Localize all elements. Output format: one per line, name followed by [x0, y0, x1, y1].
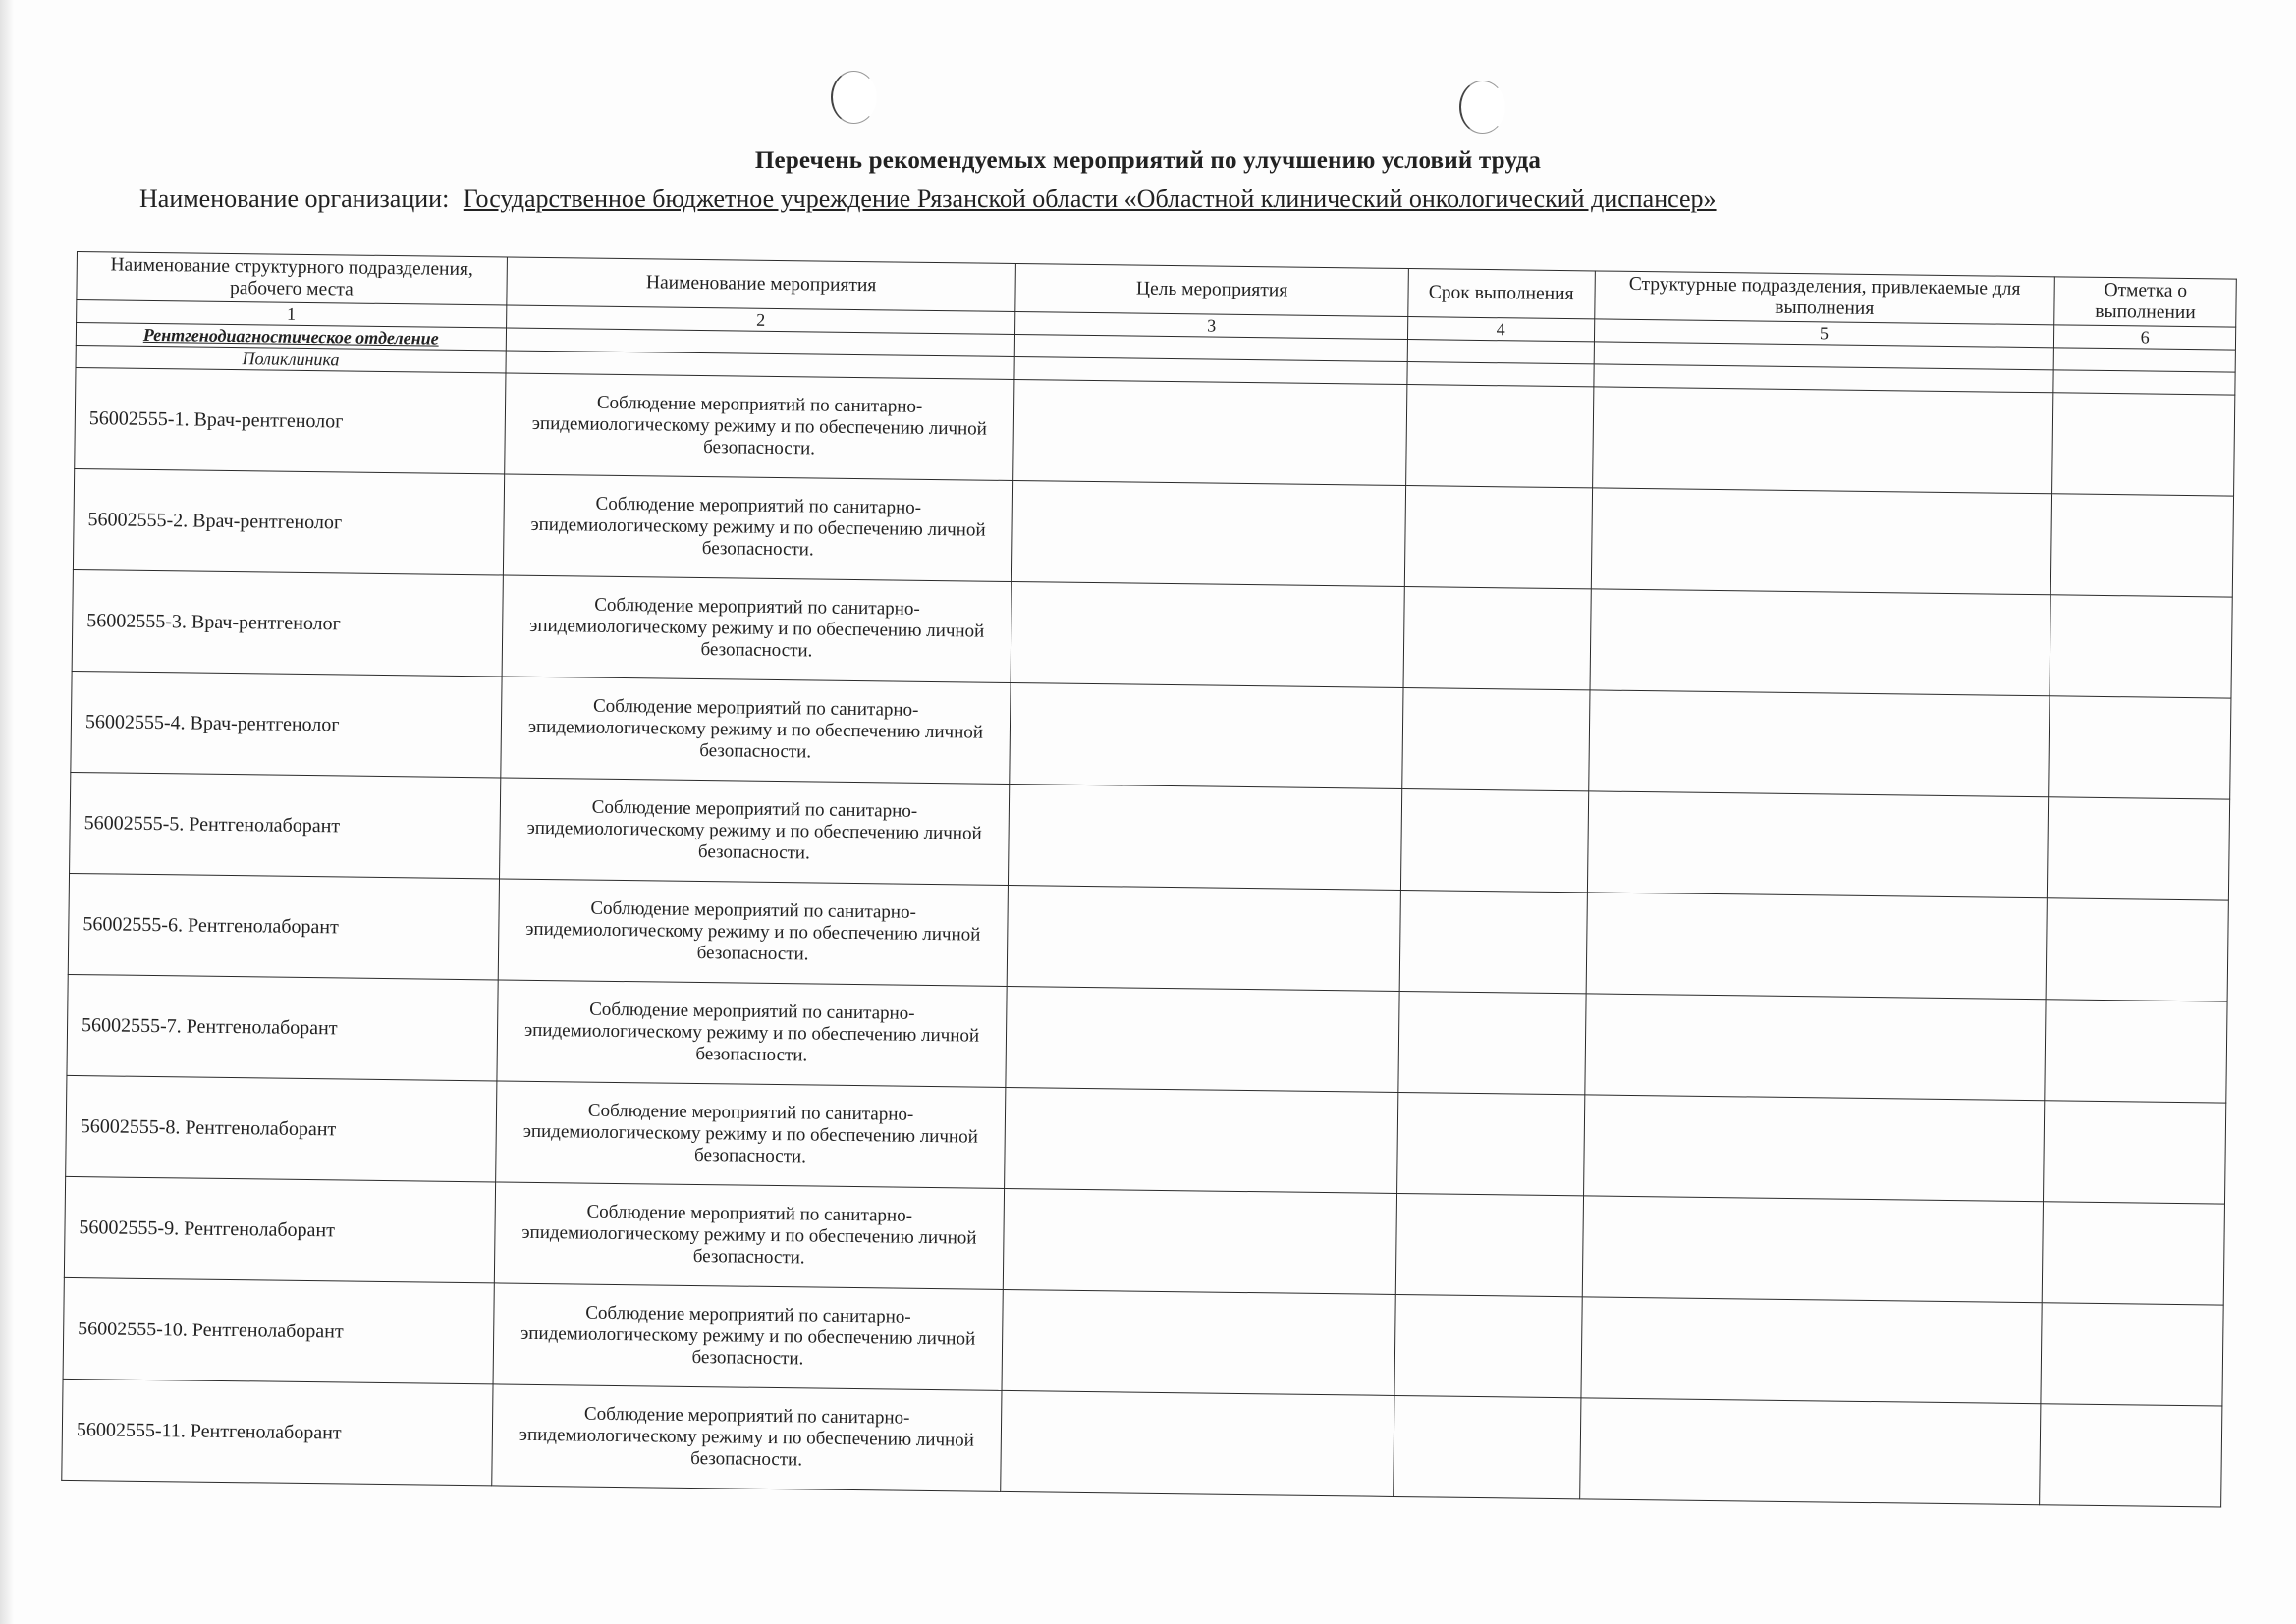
header-term: Срок выполнения: [1407, 269, 1594, 319]
column-number: 4: [1407, 317, 1594, 342]
mark-cell: [2049, 696, 2231, 799]
measure-cell: Соблюдение мероприятий по санитарно-эпидемиологическому режиму и по обеспечению личной безопасности.: [495, 1081, 1006, 1189]
header-mark: Отметка о выполнении: [2054, 277, 2236, 327]
subsection-title: Поликлиника: [76, 345, 506, 372]
column-number: 6: [2054, 325, 2236, 350]
term-cell: [1394, 1294, 1582, 1397]
header-goal: Цель мероприятия: [1015, 264, 1408, 317]
units-cell: [1584, 994, 2046, 1101]
term-cell: [1400, 789, 1588, 893]
term-cell: [1403, 587, 1591, 690]
units-cell: [1580, 1297, 2042, 1404]
units-cell: [1592, 387, 2053, 494]
goal-cell: [1008, 885, 1401, 991]
workplace-cell: 56002555-7. Рентгенолаборант: [67, 974, 498, 1080]
header-workplace: Наименование структурного подразделения, рабочего места: [77, 252, 507, 305]
units-cell: [1591, 488, 2052, 595]
workplace-cell: 56002555-11. Рентгенолаборант: [62, 1379, 493, 1485]
workplace-cell: 56002555-6. Рентгенолаборант: [68, 873, 499, 979]
column-number: 2: [506, 305, 1015, 335]
goal-cell: [1005, 1087, 1398, 1193]
workplace-cell: 56002555-5. Рентгенолаборант: [70, 772, 501, 878]
header-measure: Наименование мероприятия: [507, 257, 1016, 312]
column-number: 3: [1015, 312, 1408, 340]
section-title: Рентгенодиагностическое отделение: [76, 323, 506, 351]
measure-cell: Соблюдение мероприятий по санитарно-эпидемиологическому режиму и по обеспечению личной безопасности.: [502, 575, 1012, 683]
workplace-cell: 56002555-8. Рентгенолаборант: [66, 1075, 497, 1181]
goal-cell: [1009, 784, 1402, 890]
measures-table: [61, 251, 2237, 1508]
mark-cell: [2052, 393, 2235, 496]
units-cell: [1587, 791, 2049, 898]
units-cell: [1579, 1398, 2041, 1505]
workplace-cell: 56002555-1. Врач-рентгенолог: [75, 367, 506, 473]
measure-cell: Соблюдение мероприятий по санитарно-эпидемиологическому режиму и по обеспечению личной безопасности.: [498, 879, 1009, 987]
term-cell: [1404, 486, 1592, 589]
term-cell: [1398, 991, 1586, 1094]
organization-name: Государственное бюджетное учреждение Рязанской области «Областной клинический онкологический диспансер»: [463, 185, 1717, 213]
term-cell: [1401, 688, 1589, 791]
measure-cell: Соблюдение мероприятий по санитарно-эпидемиологическому режиму и по обеспечению личной безопасности.: [504, 373, 1014, 481]
units-cell: [1582, 1196, 2044, 1303]
measure-cell: Соблюдение мероприятий по санитарно-эпидемиологическому режиму и по обеспечению личной безопасности.: [493, 1283, 1004, 1391]
units-cell: [1583, 1095, 2045, 1202]
measure-cell: Соблюдение мероприятий по санитарно-эпидемиологическому режиму и по обеспечению личной безопасности.: [499, 778, 1010, 886]
punch-hole-right: [1459, 81, 1505, 134]
header-units: Структурные подразделения, привлекаемые для выполнения: [1594, 271, 2054, 325]
term-cell: [1393, 1395, 1580, 1498]
organization-line: [139, 185, 1717, 214]
workplace-cell: 56002555-9. Рентгенолаборант: [64, 1176, 495, 1282]
measure-cell: Соблюдение мероприятий по санитарно-эпидемиологическому режиму и по обеспечению личной безопасности.: [491, 1384, 1002, 1492]
mark-cell: [2048, 797, 2230, 900]
mark-cell: [2041, 1303, 2223, 1406]
goal-cell: [1012, 481, 1406, 587]
term-cell: [1399, 890, 1587, 993]
mark-cell: [2051, 494, 2234, 597]
mark-cell: [2043, 1202, 2225, 1305]
goal-cell: [1011, 581, 1404, 687]
organization-label: Наименование организации:: [139, 185, 450, 213]
term-cell: [1405, 385, 1593, 488]
mark-cell: [2045, 1000, 2227, 1103]
workplace-cell: 56002555-3. Врач-рентгенолог: [72, 569, 503, 676]
term-cell: [1396, 1092, 1584, 1195]
goal-cell: [1004, 1188, 1397, 1294]
term-cell: [1395, 1193, 1583, 1296]
goal-cell: [1002, 1289, 1395, 1395]
workplace-cell: 56002555-4. Врач-рентгенолог: [71, 671, 502, 777]
units-cell: [1588, 690, 2050, 797]
measure-cell: Соблюдение мероприятий по санитарно-эпидемиологическому режиму и по обеспечению личной безопасности.: [494, 1182, 1005, 1290]
mark-cell: [2040, 1404, 2222, 1507]
goal-cell: [1001, 1390, 1394, 1496]
mark-cell: [2046, 898, 2228, 1001]
punch-hole-left: [831, 71, 877, 124]
column-number: 1: [77, 300, 507, 328]
scan-edge-shadow: [0, 0, 14, 1624]
workplace-cell: 56002555-10. Рентгенолаборант: [63, 1277, 494, 1383]
column-number: 5: [1594, 319, 2054, 348]
document-title: Перечень рекомендуемых мероприятий по улучшению условий труда: [754, 147, 1542, 174]
measure-cell: Соблюдение мероприятий по санитарно-эпидемиологическому режиму и по обеспечению личной безопасности.: [497, 980, 1008, 1088]
mark-cell: [2044, 1101, 2226, 1204]
measure-cell: Соблюдение мероприятий по санитарно-эпидемиологическому режиму и по обеспечению личной безопасности.: [503, 474, 1013, 582]
goal-cell: [1010, 682, 1403, 788]
workplace-cell: 56002555-2. Врач-рентгенолог: [73, 468, 504, 574]
mark-cell: [2050, 595, 2232, 698]
goal-cell: [1013, 380, 1407, 486]
units-cell: [1586, 893, 2048, 1000]
goal-cell: [1006, 986, 1399, 1092]
units-cell: [1590, 589, 2051, 696]
measure-cell: Соблюдение мероприятий по санитарно-эпидемиологическому режиму и по обеспечению личной безопасности.: [501, 677, 1011, 785]
